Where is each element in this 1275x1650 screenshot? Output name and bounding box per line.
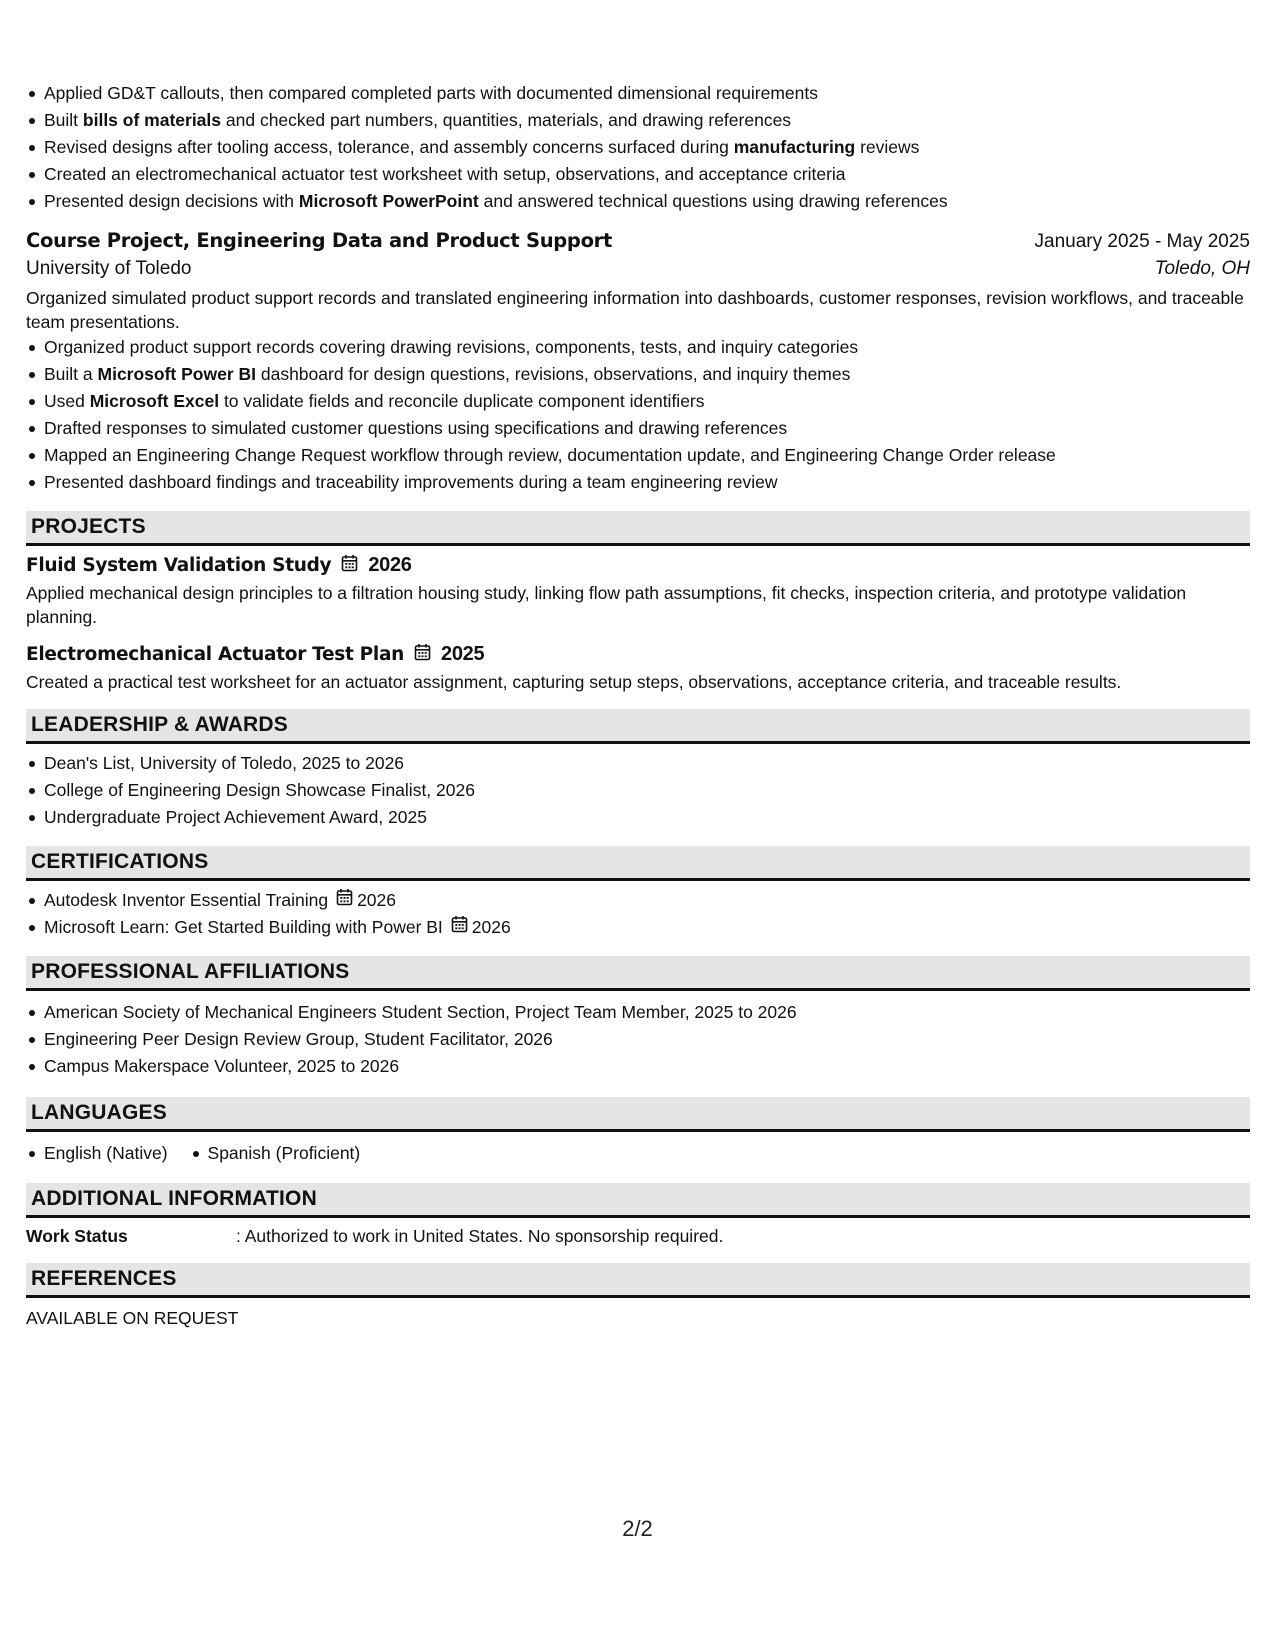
language-item: Spanish (Proficient)	[190, 1140, 361, 1167]
language-item: English (Native)	[26, 1140, 168, 1167]
languages-section	[26, 1097, 1250, 1167]
certification-item	[26, 914, 1250, 941]
affiliations-section	[26, 956, 1250, 1080]
additional-info-section	[26, 1183, 1250, 1247]
entry-title: Course Project, Engineering Data and Product Support	[26, 229, 613, 252]
certification-item	[26, 887, 1250, 914]
calendar-icon	[414, 643, 431, 666]
entry-summary: Organized simulated product support records and translated engineering information into dashboards, customer responses, revision workflows, and traceable team presentations.	[26, 288, 1244, 332]
section-heading: PROJECTS	[26, 511, 1250, 546]
bullet-item: Applied GD&T callouts, then compared completed parts with documented dimensional requirements	[26, 80, 1250, 107]
list-item: Dean's List, University of Toledo, 2025 to 2026	[26, 750, 1250, 777]
bold-text: Microsoft PowerPoint	[298, 191, 479, 211]
certifications-section	[26, 846, 1250, 941]
bullet-item: Organized product support records covering drawing revisions, components, tests, and inquiry categories	[26, 334, 1250, 361]
entry-bullets	[26, 334, 1250, 496]
entry-organization: University of Toledo	[26, 258, 192, 279]
resume-page	[26, 80, 1250, 1329]
references-text: AVAILABLE ON REQUEST	[26, 1308, 239, 1328]
project-year: 2026	[368, 554, 412, 576]
bullet-item: Used Microsoft Excel to validate fields and reconcile duplicate component identifiers	[26, 388, 1250, 415]
project-description: Created a practical test worksheet for an actuator assignment, capturing setup steps, observations, acceptance criteria, and traceable results.	[26, 672, 1122, 692]
bold-text: Microsoft Excel	[89, 391, 220, 411]
projects-section	[26, 511, 1250, 694]
entry-dates: January 2025 - May 2025	[1034, 231, 1250, 252]
bold-text: bills of materials	[82, 110, 222, 130]
section-heading: ADDITIONAL INFORMATION	[26, 1183, 1250, 1218]
section-heading: CERTIFICATIONS	[26, 846, 1250, 881]
bullet-item: Revised designs after tooling access, tolerance, and assembly concerns surfaced during manufacturing reviews	[26, 134, 1250, 161]
bullet-item: Created an electromechanical actuator test worksheet with setup, observations, and acceptance criteria	[26, 161, 1250, 188]
certification-year: 2026	[357, 890, 396, 910]
course-project-entry	[26, 229, 1250, 496]
bold-text: Microsoft Power BI	[97, 364, 256, 384]
bullet-item: Built bills of materials and checked part numbers, quantities, materials, and drawing references	[26, 107, 1250, 134]
list-item: Engineering Peer Design Review Group, Student Facilitator, 2026	[26, 1026, 1250, 1053]
certification-name: Microsoft Learn: Get Started Building with Power BI	[44, 917, 443, 937]
leadership-section	[26, 709, 1250, 831]
work-status-label: Work Status	[26, 1226, 128, 1246]
experience-bullets	[26, 80, 1250, 215]
section-heading: REFERENCES	[26, 1263, 1250, 1298]
certification-year: 2026	[471, 917, 511, 937]
bullet-item: Mapped an Engineering Change Request workflow through review, documentation update, and Engineering Change Order release	[26, 442, 1250, 469]
bold-text: manufacturing	[733, 137, 856, 157]
section-heading: PROFESSIONAL AFFILIATIONS	[26, 956, 1250, 991]
work-status-value: : Authorized to work in United States. No sponsorship required.	[236, 1226, 724, 1246]
page-number: 2/2	[622, 1516, 653, 1541]
list-item: American Society of Mechanical Engineers Student Section, Project Team Member, 2025 to 2026	[26, 999, 1250, 1026]
entry-location: Toledo, OH	[1154, 258, 1250, 279]
list-item: Campus Makerspace Volunteer, 2025 to 2026	[26, 1053, 1250, 1080]
section-heading: LEADERSHIP & AWARDS	[26, 709, 1250, 744]
project-year: 2025	[441, 643, 485, 665]
bullet-item: Presented design decisions with Microsoft PowerPoint and answered technical questions using drawing references	[26, 188, 1250, 215]
list-item: Undergraduate Project Achievement Award, 2025	[26, 804, 1250, 831]
section-heading: LANGUAGES	[26, 1097, 1250, 1132]
project-description: Applied mechanical design principles to a filtration housing study, linking flow path assumptions, fit checks, inspection criteria, and prototype validation planning.	[26, 583, 1187, 627]
calendar-icon	[451, 914, 468, 941]
project-item	[26, 554, 1250, 629]
calendar-icon	[336, 887, 353, 914]
bullet-item: Built a Microsoft Power BI dashboard for design questions, revisions, observations, and inquiry themes	[26, 361, 1250, 388]
certification-name: Autodesk Inventor Essential Training	[44, 890, 329, 910]
references-section	[26, 1263, 1250, 1329]
calendar-icon	[341, 554, 358, 577]
project-item	[26, 643, 1250, 694]
bullet-item: Presented dashboard findings and traceability improvements during a team engineering review	[26, 469, 1250, 496]
project-title: Electromechanical Actuator Test Plan	[26, 644, 405, 665]
list-item: College of Engineering Design Showcase Finalist, 2026	[26, 777, 1250, 804]
bullet-item: Drafted responses to simulated customer questions using specifications and drawing references	[26, 415, 1250, 442]
project-title: Fluid System Validation Study	[26, 555, 332, 576]
